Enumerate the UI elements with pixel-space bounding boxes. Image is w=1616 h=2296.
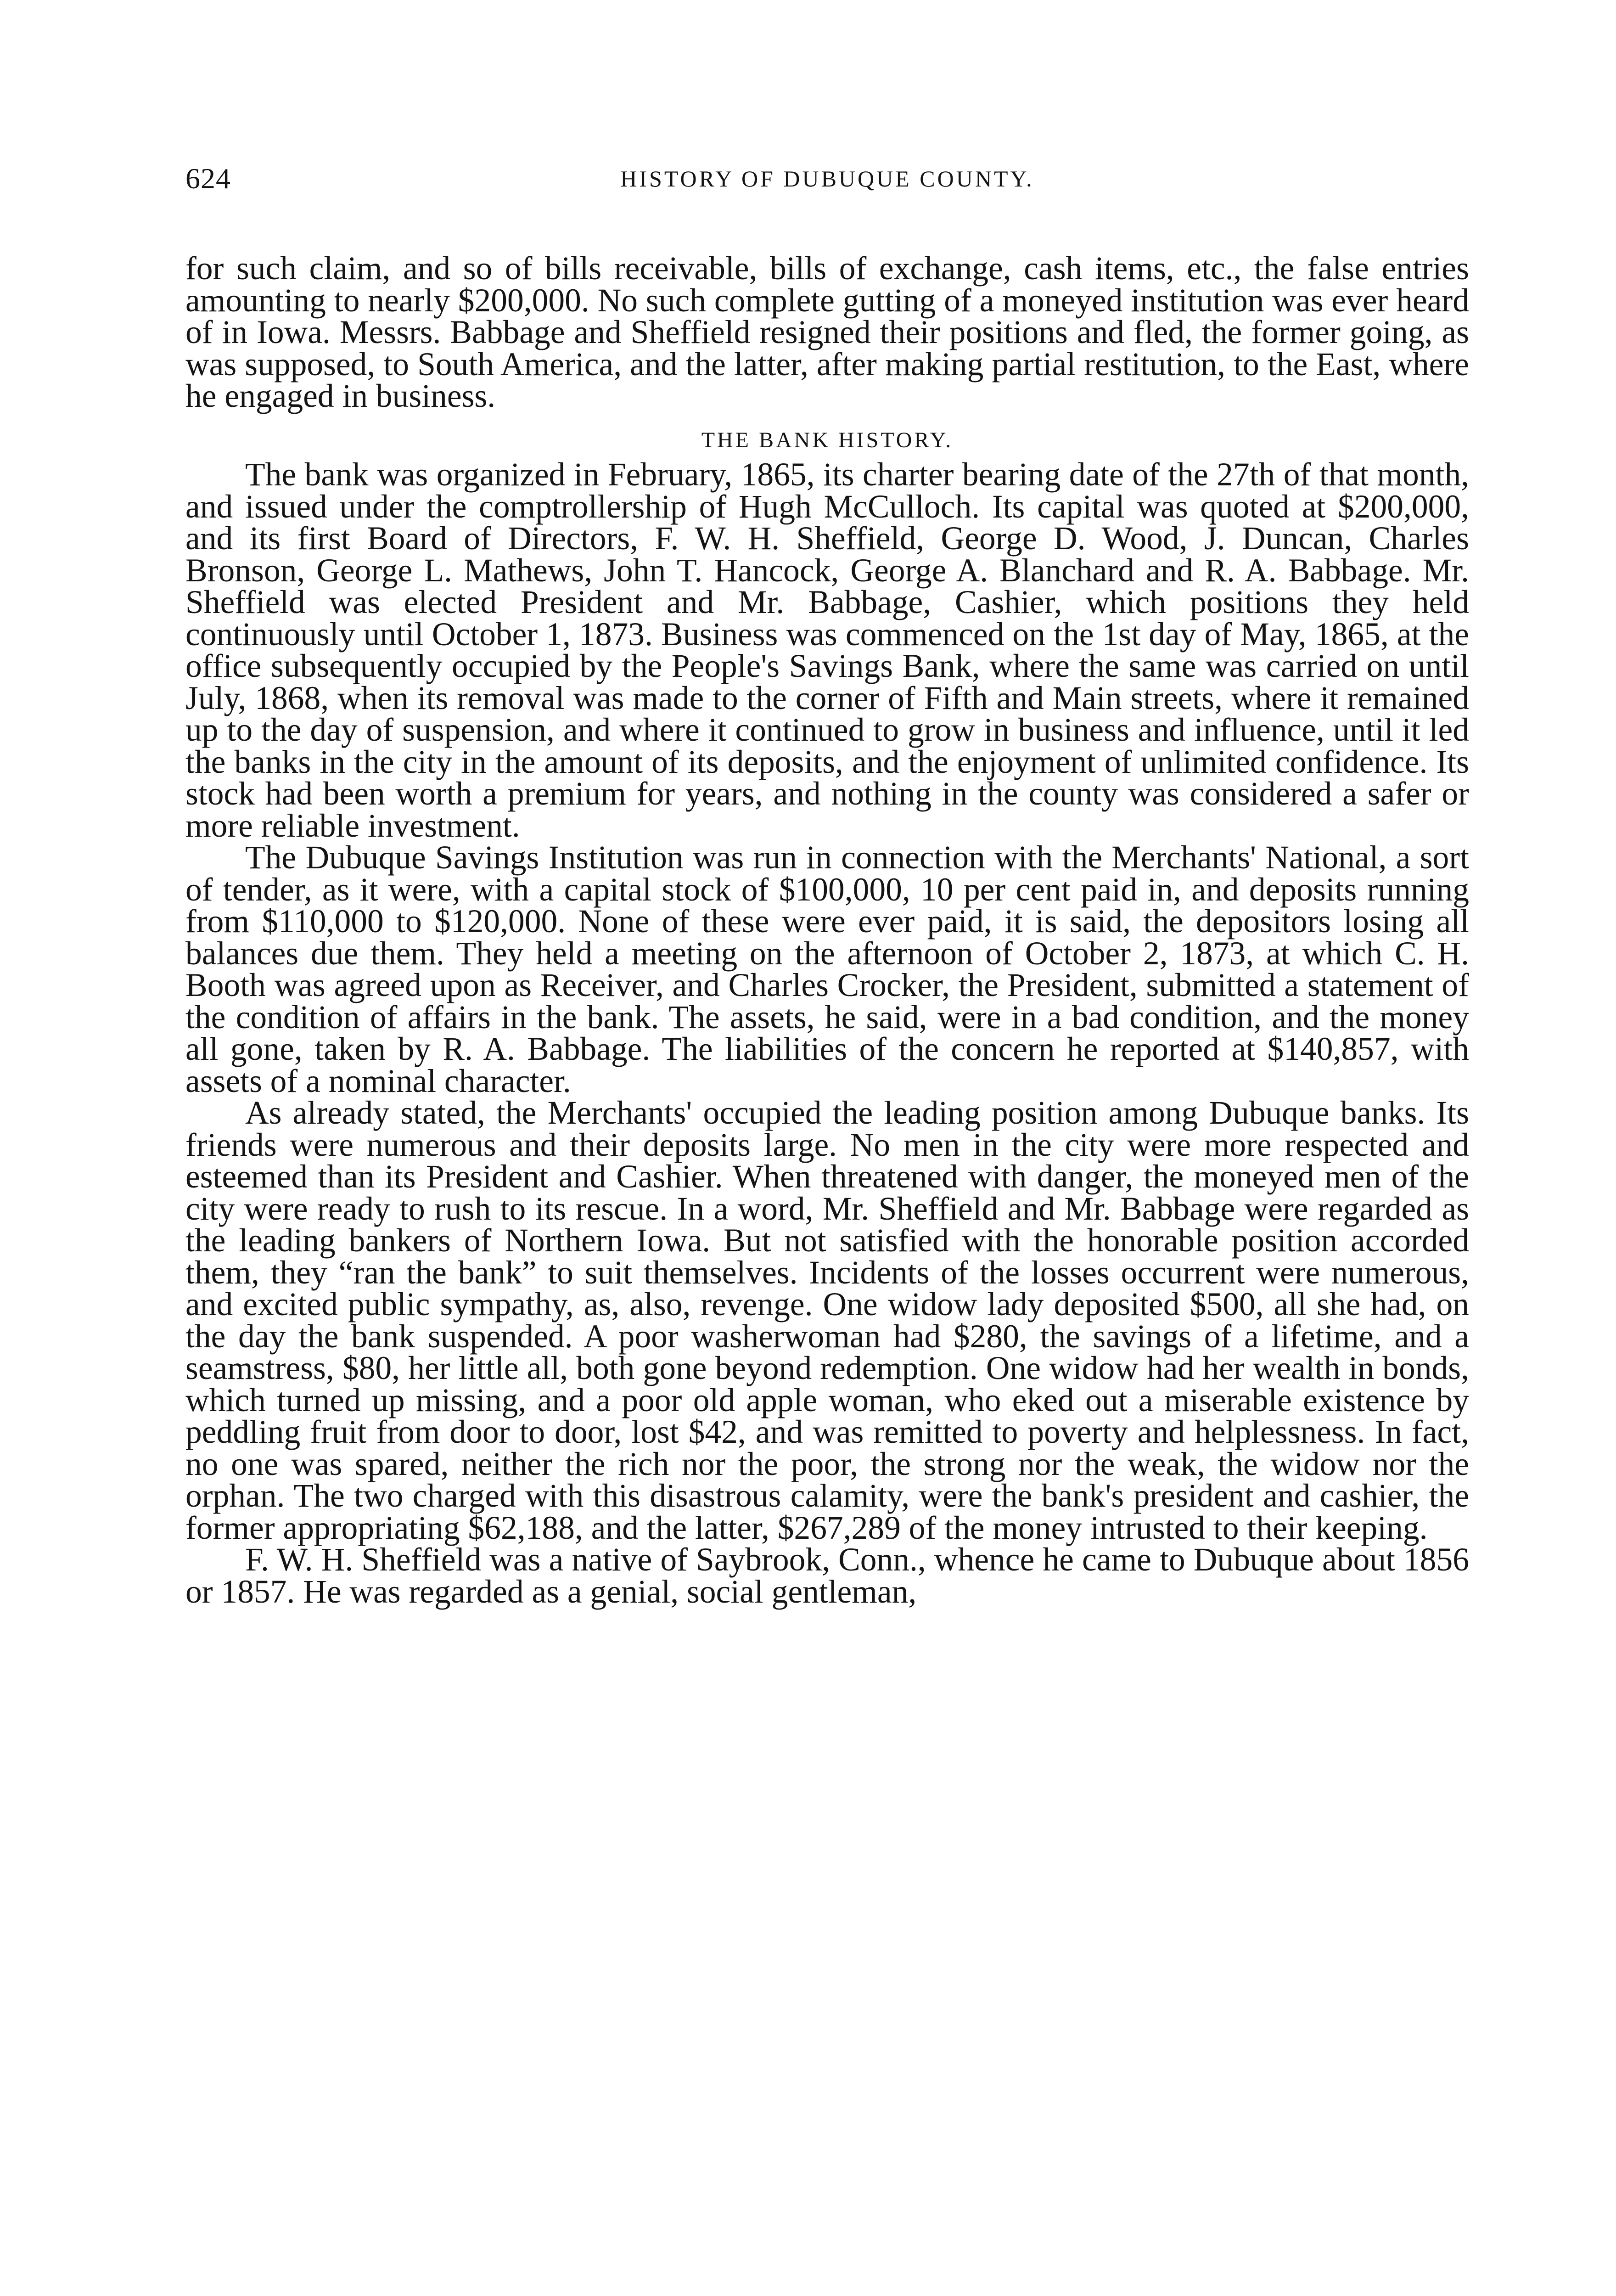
page-header	[185, 162, 1469, 203]
paragraph-savings-institution: The Dubuque Savings Institution was run in connection with the Merchants' National, a sort of tender, as it were, with a capital stock of $100,000, 10 per cent paid in, and deposits running from $110,000 to $120,000. None of these were ever paid, it is said, the depositors losing all balances due them. They held a meeting on the afternoon of October 2, 1873, at which C. H. Booth was agreed upon as Receiver, and Charles Crocker, the President, submitted a statement of the condition of affairs in the bank. The assets, he said, were in a bad condition, and the money all gone, taken by R. A. Babbage. The liabilities of the concern he reported at $140,857, with assets of a nominal character.	[185, 839, 1469, 1099]
paragraph-merchants-bank: As already stated, the Merchants' occupied the leading position among Dubuque banks. Its friends were numerous and their deposits large. No men in the city were more respected and esteemed than its President and Cashier. When threatened with danger, the moneyed men of the city were ready to rush to its rescue. In a word, Mr. Sheffield and Mr. Babbage were regarded as the leading bankers of Northern Iowa. But not satisfied with the honorable position accorded them, they “ran the bank” to suit themselves. Incidents of the losses occurrent were numerous, and excited public sympathy, as, also, revenge. One widow lady deposited $500, all she had, on the day the bank suspended. A poor washerwoman had $280, the savings of a lifetime, and a seamstress, $80, her little all, both gone beyond redemption. One widow had her wealth in bonds, which turned up missing, and a poor old apple woman, who eked out a miserable existence by peddling fruit from door to door, lost $42, and was remitted to poverty and helplessness. In fact, no one was spared, neither the rich nor the poor, the strong nor the weak, the widow nor the orphan. The two charged with this disastrous calamity, were the bank's president and cashier, the former appropriating $62,188, and the latter, $267,289 of the money intrusted to their keeping.	[185, 1095, 1469, 1546]
section-heading: THE BANK HISTORY.	[701, 428, 954, 452]
paragraph-continuation: for such claim, and so of bills receivable, bills of exchange, cash items, etc., the false entries amounting to nearly $200,000. No such complete gutting of a moneyed institution was ever heard of in Iowa. Messrs. Babbage and Sheffield resigned their positions and fled, the former going, as was supposed, to South America, and the latter, after making partial restitution, to the East, where he engaged in business.	[185, 250, 1469, 414]
page-number: 624	[185, 162, 231, 195]
paragraph-bank-history: The bank was organized in February, 1865, its charter bearing date of the 27th of that month, and issued under the comptrollership of Hugh McCulloch. Its capital was quoted at $200,000, and its first Board of Directors, F. W. H. Sheffield, George D. Wood, J. Duncan, Charles Bronson, George L. Mathews, John T. Hancock, George A. Blanchard and R. A. Babbage. Mr. Sheffield was elected President and Mr. Babbage, Cashier, which positions they held continuously until October 1, 1873. Business was commenced on the 1st day of May, 1865, at the office subsequently occupied by the People's Savings Bank, where the same was carried on until July, 1868, when its removal was made to the corner of Fifth and Main streets, where it remained up to the day of suspension, and where it continued to grow in business and influence, until it led the banks in the city in the amount of its deposits, and the enjoyment of unlimited confidence. Its stock had been worth a premium for years, and nothing in the county was considered a safer or more reliable investment.	[185, 456, 1469, 844]
paragraph-sheffield: F. W. H. Sheffield was a native of Saybrook, Conn., whence he came to Dubuque about 1856 or 1857. He was regarded as a genial, social gentleman,	[185, 1542, 1469, 1610]
running-head: HISTORY OF DUBUQUE COUNTY.	[620, 166, 1034, 191]
body-text	[185, 250, 1469, 1610]
